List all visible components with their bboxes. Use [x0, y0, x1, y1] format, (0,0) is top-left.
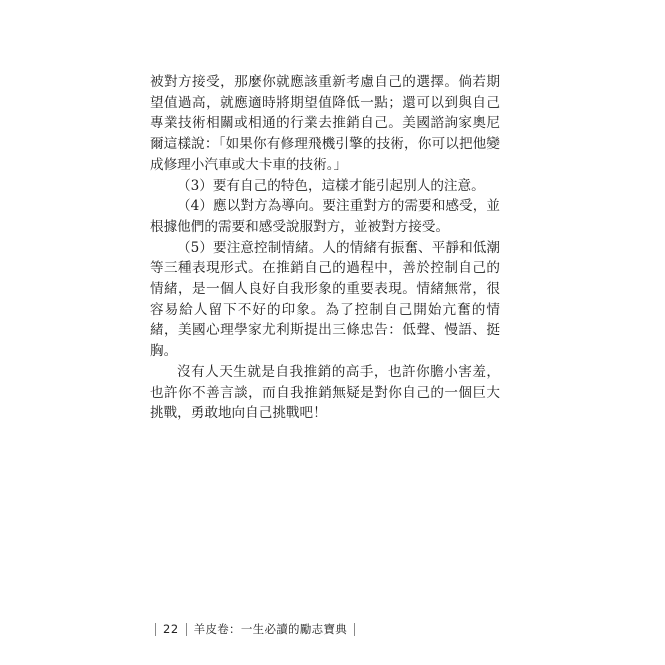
body-text: [150, 72, 500, 424]
paragraph-2: （3）要有自己的特色，這樣才能引起別人的注意。: [177, 177, 485, 194]
footer-divider-middle: [186, 623, 187, 636]
book-title: 羊皮卷：一生必讀的勵志寶典: [193, 622, 348, 636]
footer-divider-right: [354, 623, 355, 636]
footer-divider-left: [155, 623, 156, 636]
paragraph-5: 沒有人天生就是自我推銷的高手，也許你膽小害羞，也許你不善言談，而自我推銷無疑是對你自己的一個巨大挑戰，勇敢地向自己挑戰吧！: [150, 363, 500, 422]
paragraph-1: 被對方接受，那麼你就應該重新考慮自己的選擇。倘若期望值過高，就應適時將期望值降低一點；還可以到與自己專業技術相關或相通的行業去推銷自己。美國諮詢家奧尼爾這樣說：「如果你有修理飛機引擎的技術，你可以把他變成修理小汽車或大卡車的技術。」: [150, 74, 500, 173]
paragraph-3: （4）應以對方為導向。要注重對方的需要和感受，並根據他們的需要和感受說服對方，並被對方接受。: [150, 198, 500, 235]
paragraph-4: （5）要注意控制情緒。人的情緒有振奮、平靜和低潮等三種表現形式。在推銷自己的過程中，善於控制自己的情緒，是一個人良好自我形象的重要表現。情緒無常，很容易給人留下不好的印象。為了控制自己開始亢奮的情緒，美國心理學家尤利斯提出三條忠告：低聲、慢語、挺胸。: [150, 239, 500, 360]
page-number: 22: [163, 622, 179, 636]
page-footer: [148, 620, 362, 638]
